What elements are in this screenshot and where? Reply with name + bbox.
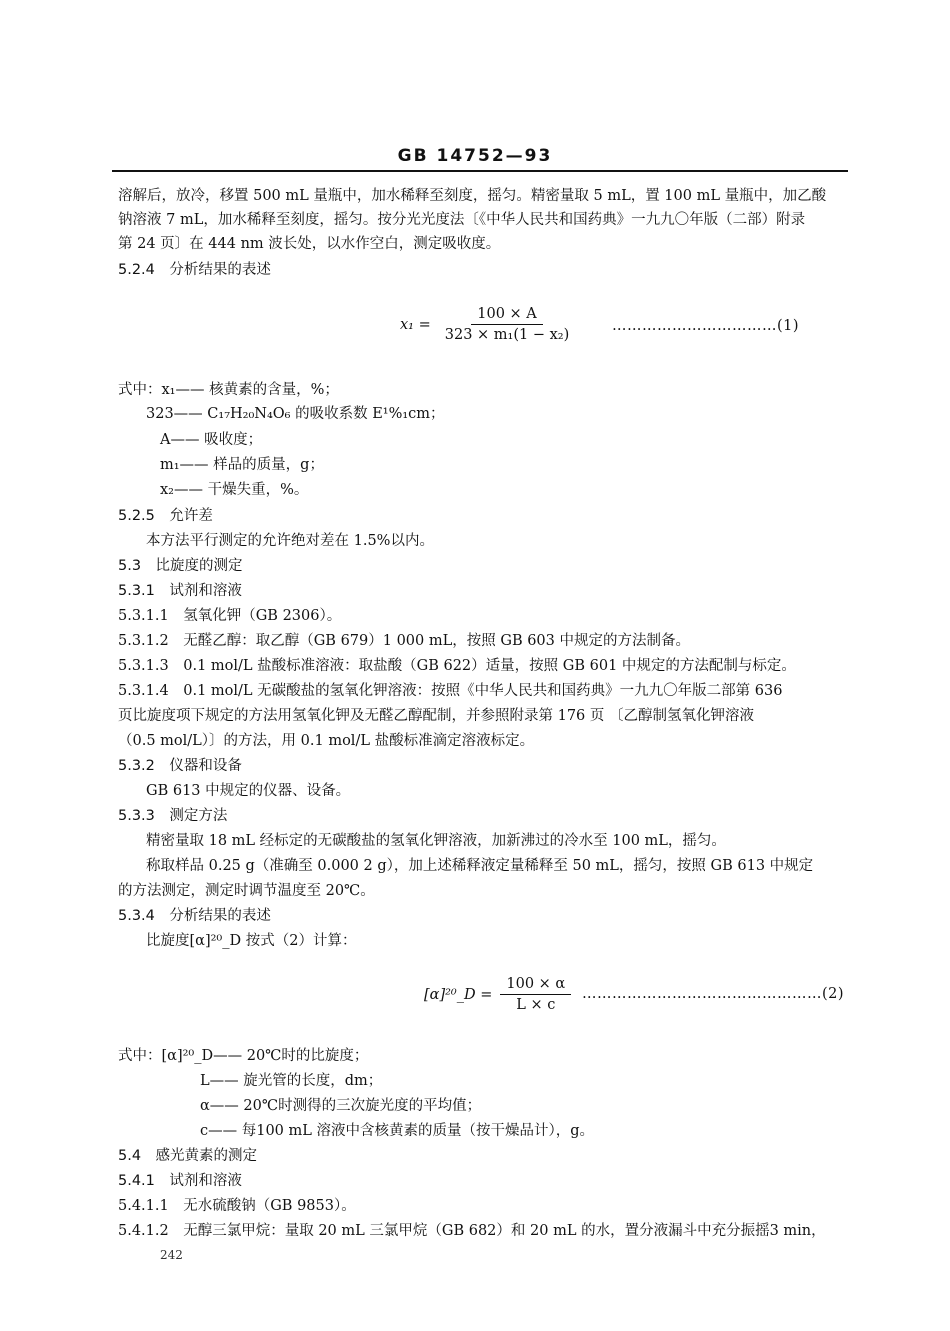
body-text: 精密量取 18 mL 经标定的无碳酸盐的氢氧化钾溶液，加新沸过的冷水至 100 mL，摇匀。 (146, 833, 726, 849)
where-line: 323—— C₁₇H₂₀N₄O₆ 的吸收系数 E¹%₁cm； (146, 406, 445, 422)
section-5-2-5: 5.2.5 允许差 (118, 508, 213, 524)
section-5-3: 5.3 比旋度的测定 (118, 558, 243, 574)
para-line: 钠溶液 7 mL，加水稀释至刻度，摇匀。按分光光度法〔《中华人民共和国药典》一九九〇年版（二部）附录 (118, 212, 806, 228)
body-text: GB 613 中规定的仪器、设备。 (146, 783, 351, 799)
section-5-3-2: 5.3.2 仪器和设备 (118, 758, 242, 774)
header-rule (112, 170, 848, 172)
item-5-3-1-1: 5.3.1.1 氢氧化钾（GB 2306）。 (118, 608, 342, 624)
para-line: 溶解后，放冷，移置 500 mL 量瓶中，加水稀释至刻度，摇匀。精密量取 5 mL，置 100 mL 量瓶中，加乙酸 (118, 188, 827, 204)
where-line: L—— 旋光管的长度，dm； (200, 1073, 383, 1089)
item-5-3-1-3: 5.3.1.3 0.1 mol/L 盐酸标准溶液：取盐酸（GB 622）适量，按照 GB 601 中规定的方法配制与标定。 (118, 658, 796, 674)
formula-2-denominator: L × c (516, 997, 556, 1013)
formula-1-dots: …………………………… (612, 318, 777, 334)
formula-2-leader (582, 986, 844, 1002)
item-5-3-1-4-cont: 页比旋度项下规定的方法用氢氧化钾及无醛乙醇配制，并参照附录第 176 页 〔乙醇制氢氧化钾溶液 (118, 708, 754, 724)
where-line: m₁—— 样品的质量，g； (160, 457, 324, 473)
section-5-4-1: 5.4.1 试剂和溶液 (118, 1173, 242, 1189)
formula-2-numerator: 100 × α (500, 976, 571, 995)
body-text: 比旋度[α]²⁰_D 按式（2）计算： (146, 933, 357, 949)
body-text: 本方法平行测定的允许绝对差在 1.5%以内。 (146, 533, 434, 549)
formula-1-label: (1) (777, 318, 800, 334)
where-line: c—— 每100 mL 溶液中含核黄素的质量（按干燥品计），g。 (200, 1123, 595, 1139)
item-5-4-1-1: 5.4.1.1 无水硫酸钠（GB 9853）。 (118, 1198, 356, 1214)
item-5-3-1-4: 5.3.1.4 0.1 mol/L 无碳酸盐的氢氧化钾溶液：按照《中华人民共和国药典》一九九〇年版二部第 636 (118, 683, 783, 699)
formula-1-lhs: x₁ = (400, 316, 431, 333)
where-line: x₂—— 干燥失重，%。 (160, 482, 309, 498)
formula-2 (424, 976, 571, 1013)
where-line: 式中：x₁—— 核黄素的含量，%； (118, 382, 339, 398)
where-line: 式中：[α]²⁰_D—— 20℃时的比旋度； (118, 1048, 369, 1064)
formula-1 (400, 306, 575, 343)
formula-2-dots: ………………………………………… (582, 986, 822, 1002)
formula-1-leader (612, 318, 799, 334)
section-5-3-1: 5.3.1 试剂和溶液 (118, 583, 242, 599)
formula-1-fraction (439, 306, 576, 343)
formula-1-denominator: 323 × m₁(1 − x₂) (444, 327, 570, 343)
formula-1-numerator: 100 × A (471, 306, 543, 325)
section-5-3-3: 5.3.3 测定方法 (118, 808, 228, 824)
item-5-4-1-2: 5.4.1.2 无醇三氯甲烷：量取 20 mL 三氯甲烷（GB 682）和 20 mL 的水，置分液漏斗中充分振摇3 min， (118, 1223, 826, 1239)
formula-2-fraction (500, 976, 571, 1013)
page-number: 242 (160, 1248, 183, 1262)
standard-header: GB 14752—93 (397, 146, 553, 166)
where-line: A—— 吸收度； (160, 432, 263, 448)
section-5-2-4: 5.2.4 分析结果的表述 (118, 262, 271, 278)
formula-2-label: (2) (822, 986, 845, 1002)
body-text: 称取样品 0.25 g（准确至 0.000 2 g），加上述稀释液定量稀释至 50 mL，摇匀，按照 GB 613 中规定 (146, 858, 814, 874)
para-line: 第 24 页〕在 444 nm 波长处，以水作空白，测定吸收度。 (118, 236, 501, 252)
section-5-4: 5.4 感光黄素的测定 (118, 1148, 258, 1164)
formula-2-lhs: [α]²⁰_D = (424, 986, 493, 1003)
where-line: α—— 20℃时测得的三次旋光度的平均值； (200, 1098, 482, 1114)
body-text: 的方法测定，测定时调节温度至 20℃。 (118, 883, 375, 899)
item-5-3-1-2: 5.3.1.2 无醛乙醇：取乙醇（GB 679）1 000 mL，按照 GB 603 中规定的方法制备。 (118, 633, 690, 649)
section-5-3-4: 5.3.4 分析结果的表述 (118, 908, 271, 924)
item-5-3-1-4-cont: （0.5 mol/L）〕的方法，用 0.1 mol/L 盐酸标准滴定溶液标定。 (118, 733, 535, 749)
